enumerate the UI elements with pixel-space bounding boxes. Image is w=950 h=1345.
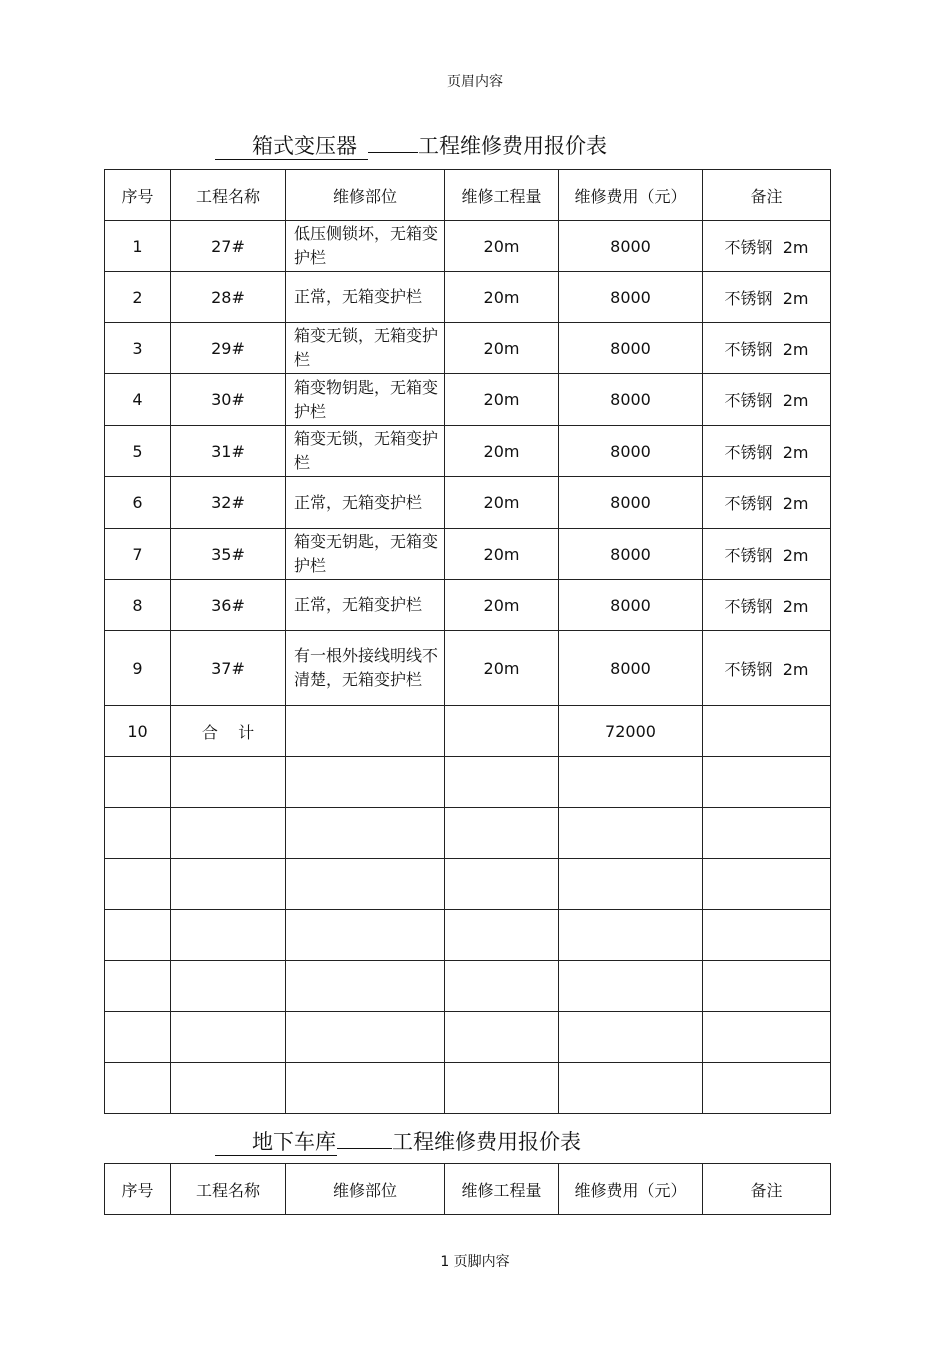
table-row bbox=[105, 221, 831, 272]
empty-row bbox=[105, 1063, 831, 1114]
table-row bbox=[105, 477, 831, 529]
cell-cost: 8000 bbox=[559, 580, 703, 631]
table-row bbox=[105, 631, 831, 706]
empty-row bbox=[105, 961, 831, 1012]
cell-cost: 8000 bbox=[559, 221, 703, 272]
cell-note bbox=[703, 706, 831, 757]
cell-part: 箱变无锁，无箱变护栏 bbox=[286, 323, 445, 374]
table1 bbox=[104, 169, 831, 1114]
col-header: 工程名称 bbox=[171, 1164, 286, 1215]
cell-part: 正常，无箱变护栏 bbox=[286, 272, 445, 323]
cell-cost: 8000 bbox=[559, 272, 703, 323]
empty-row bbox=[105, 757, 831, 808]
cell-name: 36# bbox=[171, 580, 286, 631]
empty-row bbox=[105, 808, 831, 859]
cell-no: 5 bbox=[105, 426, 171, 477]
cell-qty: 20m bbox=[445, 272, 559, 323]
table-row bbox=[105, 529, 831, 580]
cell-cost: 8000 bbox=[559, 323, 703, 374]
table1-title-project: 箱式变压器 bbox=[215, 134, 368, 160]
col-header: 维修费用（元） bbox=[559, 170, 703, 221]
cell-no: 3 bbox=[105, 323, 171, 374]
cell-name: 29# bbox=[171, 323, 286, 374]
cell-name: 37# bbox=[171, 631, 286, 706]
cell-qty: 20m bbox=[445, 477, 559, 529]
cell-note: 不锈钢 2m bbox=[703, 272, 831, 323]
cell-name: 合 计 bbox=[171, 706, 286, 757]
table1-title bbox=[0, 130, 950, 160]
table2 bbox=[104, 1163, 831, 1215]
empty-row bbox=[105, 1012, 831, 1063]
empty-row bbox=[105, 859, 831, 910]
cell-note: 不锈钢 2m bbox=[703, 221, 831, 272]
cell-name: 35# bbox=[171, 529, 286, 580]
table-row bbox=[105, 580, 831, 631]
cell-name: 30# bbox=[171, 374, 286, 426]
col-header: 工程名称 bbox=[171, 170, 286, 221]
cell-note: 不锈钢 2m bbox=[703, 529, 831, 580]
cell-part: 有一根外接线明线不清楚，无箱变护栏 bbox=[286, 631, 445, 706]
table2-title bbox=[0, 1126, 950, 1156]
cell-name: 32# bbox=[171, 477, 286, 529]
table1-title-blank bbox=[368, 152, 418, 153]
cell-part: 箱变物钥匙，无箱变护栏 bbox=[286, 374, 445, 426]
col-header: 序号 bbox=[105, 170, 171, 221]
cell-no: 2 bbox=[105, 272, 171, 323]
cell-part: 低压侧锁坏，无箱变护栏 bbox=[286, 221, 445, 272]
table-row bbox=[105, 426, 831, 477]
cell-no: 9 bbox=[105, 631, 171, 706]
col-header: 维修工程量 bbox=[445, 1164, 559, 1215]
cell-name: 27# bbox=[171, 221, 286, 272]
col-header: 维修部位 bbox=[286, 170, 445, 221]
cell-no: 4 bbox=[105, 374, 171, 426]
table2-title-rest: 工程维修费用报价表 bbox=[392, 1130, 581, 1154]
page-footer: 1 页脚内容 bbox=[440, 1254, 510, 1270]
cell-cost: 8000 bbox=[559, 477, 703, 529]
table2-title-blank bbox=[337, 1148, 392, 1149]
empty-row bbox=[105, 910, 831, 961]
cell-cost: 8000 bbox=[559, 631, 703, 706]
table-row bbox=[105, 323, 831, 374]
cell-note: 不锈钢 2m bbox=[703, 426, 831, 477]
table-row bbox=[105, 374, 831, 426]
cell-name: 28# bbox=[171, 272, 286, 323]
col-header: 备注 bbox=[703, 170, 831, 221]
col-header: 序号 bbox=[105, 1164, 171, 1215]
col-header: 维修工程量 bbox=[445, 170, 559, 221]
cell-qty: 20m bbox=[445, 529, 559, 580]
cell-note: 不锈钢 2m bbox=[703, 580, 831, 631]
table2-header-row bbox=[105, 1164, 831, 1215]
cell-no: 8 bbox=[105, 580, 171, 631]
col-header: 备注 bbox=[703, 1164, 831, 1215]
col-header: 维修部位 bbox=[286, 1164, 445, 1215]
table1-header-row bbox=[105, 170, 831, 221]
cell-cost: 72000 bbox=[559, 706, 703, 757]
cell-qty bbox=[445, 706, 559, 757]
cell-cost: 8000 bbox=[559, 426, 703, 477]
cell-name: 31# bbox=[171, 426, 286, 477]
table-row bbox=[105, 272, 831, 323]
cell-part bbox=[286, 706, 445, 757]
cell-cost: 8000 bbox=[559, 374, 703, 426]
cell-qty: 20m bbox=[445, 221, 559, 272]
cell-note: 不锈钢 2m bbox=[703, 477, 831, 529]
cell-note: 不锈钢 2m bbox=[703, 323, 831, 374]
cell-qty: 20m bbox=[445, 580, 559, 631]
cell-part: 箱变无锁，无箱变护栏 bbox=[286, 426, 445, 477]
cell-no: 7 bbox=[105, 529, 171, 580]
cell-no: 6 bbox=[105, 477, 171, 529]
table1-title-rest: 工程维修费用报价表 bbox=[418, 134, 607, 158]
cell-qty: 20m bbox=[445, 374, 559, 426]
cell-cost: 8000 bbox=[559, 529, 703, 580]
cell-part: 箱变无钥匙，无箱变护栏 bbox=[286, 529, 445, 580]
col-header: 维修费用（元） bbox=[559, 1164, 703, 1215]
cell-part: 正常，无箱变护栏 bbox=[286, 580, 445, 631]
page-header: 页眉内容 bbox=[447, 74, 503, 90]
cell-no: 10 bbox=[105, 706, 171, 757]
table2-title-project: 地下车库 bbox=[215, 1130, 337, 1156]
cell-no: 1 bbox=[105, 221, 171, 272]
cell-qty: 20m bbox=[445, 426, 559, 477]
cell-qty: 20m bbox=[445, 323, 559, 374]
cell-note: 不锈钢 2m bbox=[703, 374, 831, 426]
cell-qty: 20m bbox=[445, 631, 559, 706]
table-row-total bbox=[105, 706, 831, 757]
cell-part: 正常，无箱变护栏 bbox=[286, 477, 445, 529]
cell-note: 不锈钢 2m bbox=[703, 631, 831, 706]
